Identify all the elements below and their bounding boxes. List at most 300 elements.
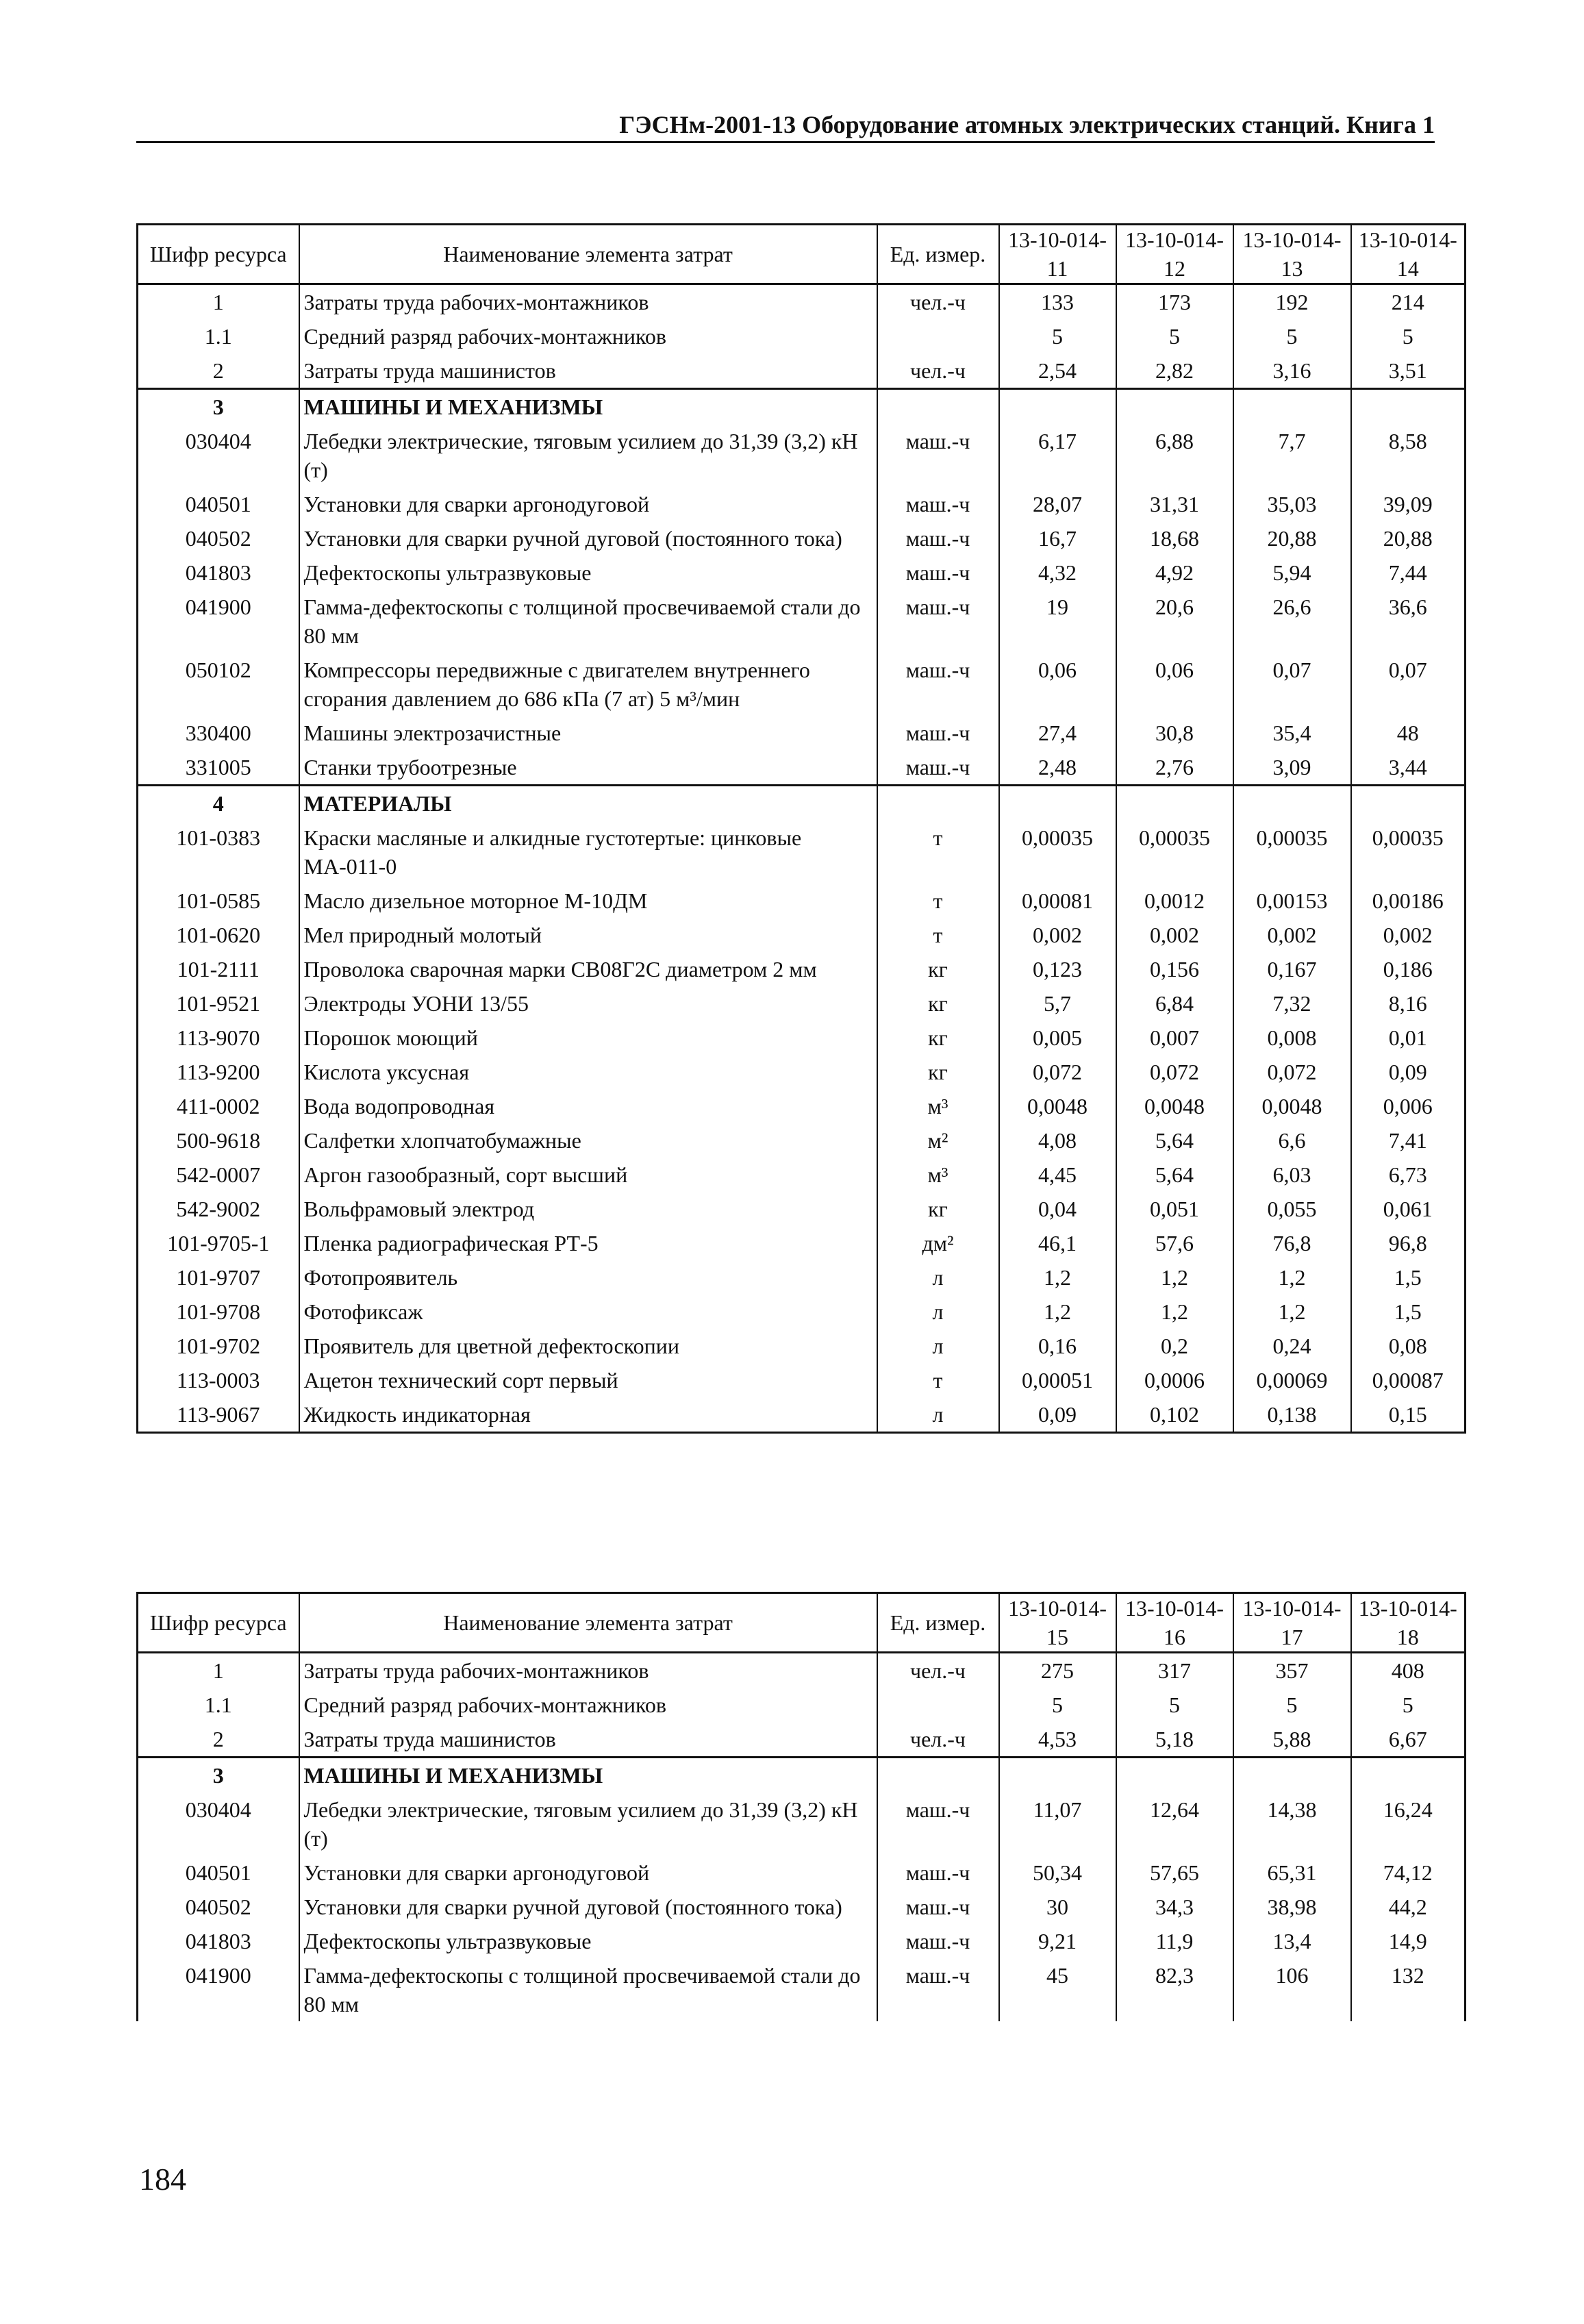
resource-code: 1.1 <box>138 1688 299 1722</box>
value-cell: 45 <box>999 1958 1116 2021</box>
resource-table-2 <box>136 1592 1466 2021</box>
unit: т <box>877 884 999 918</box>
table-row <box>138 1958 1466 2021</box>
value-cell: 5 <box>1116 1688 1233 1722</box>
header-norm-code: 13-10-014-16 <box>1116 1593 1233 1653</box>
resource-name: Машины электрозачистные <box>299 716 877 750</box>
value-cell <box>999 1758 1116 1793</box>
resource-code: 101-0383 <box>138 821 299 884</box>
value-cell: 0,0048 <box>1116 1089 1233 1123</box>
value-cell: 8,58 <box>1351 424 1466 487</box>
value-cell: 2,54 <box>999 353 1116 389</box>
value-cell: 0,051 <box>1116 1192 1233 1226</box>
value-cell: 133 <box>999 284 1116 320</box>
section-title: МАШИНЫ И МЕХАНИЗМЫ <box>299 389 877 425</box>
header-code: Шифр ресурса <box>138 225 299 284</box>
value-cell: 1,5 <box>1351 1295 1466 1329</box>
resource-code: 2 <box>138 1722 299 1758</box>
resource-code: 040501 <box>138 1856 299 1890</box>
value-cell: 6,67 <box>1351 1722 1466 1758</box>
value-cell: 1,2 <box>1233 1295 1351 1329</box>
value-cell: 35,03 <box>1233 487 1351 521</box>
unit: кг <box>877 952 999 986</box>
value-cell: 6,84 <box>1116 986 1233 1021</box>
resource-code: 030404 <box>138 424 299 487</box>
unit: м³ <box>877 1158 999 1192</box>
unit: маш.-ч <box>877 750 999 786</box>
value-cell: 173 <box>1116 284 1233 320</box>
value-cell: 408 <box>1351 1653 1466 1688</box>
resource-name: Аргон газообразный, сорт высший <box>299 1158 877 1192</box>
value-cell: 1,2 <box>999 1260 1116 1295</box>
value-cell: 3,16 <box>1233 353 1351 389</box>
table-row <box>138 750 1466 786</box>
value-cell: 3,09 <box>1233 750 1351 786</box>
header-norm-code: 13-10-014-12 <box>1116 225 1233 284</box>
value-cell: 34,3 <box>1116 1890 1233 1924</box>
table-row <box>138 319 1466 353</box>
value-cell: 46,1 <box>999 1226 1116 1260</box>
resource-code: 101-9708 <box>138 1295 299 1329</box>
value-cell <box>999 786 1116 821</box>
value-cell: 0,0006 <box>1116 1363 1233 1397</box>
value-cell: 11,07 <box>999 1792 1116 1856</box>
resource-name: Мел природный молотый <box>299 918 877 952</box>
resource-code: 500-9618 <box>138 1123 299 1158</box>
section-title: МАШИНЫ И МЕХАНИЗМЫ <box>299 1758 877 1793</box>
value-cell: 9,21 <box>999 1924 1116 1958</box>
table-row <box>138 884 1466 918</box>
resource-code: 113-9070 <box>138 1021 299 1055</box>
resource-code: 113-0003 <box>138 1363 299 1397</box>
header-name: Наименование элемента затрат <box>299 225 877 284</box>
unit: т <box>877 821 999 884</box>
resource-name: Краски масляные и алкидные густотертые: цинковые МА-011-0 <box>299 821 877 884</box>
resource-name: Пленка радиографическая РТ-5 <box>299 1226 877 1260</box>
header-row <box>138 1593 1466 1653</box>
header-norm-code: 13-10-014-11 <box>999 225 1116 284</box>
table-row <box>138 716 1466 750</box>
value-cell: 0,00087 <box>1351 1363 1466 1397</box>
resource-code: 113-9067 <box>138 1397 299 1433</box>
value-cell: 5,94 <box>1233 555 1351 590</box>
value-cell <box>1351 389 1466 425</box>
resource-code: 101-0585 <box>138 884 299 918</box>
table-row <box>138 1055 1466 1089</box>
value-cell: 6,6 <box>1233 1123 1351 1158</box>
resource-name: Дефектоскопы ультразвуковые <box>299 555 877 590</box>
unit: кг <box>877 1192 999 1226</box>
header-unit: Ед. измер. <box>877 1593 999 1653</box>
value-cell: 36,6 <box>1351 590 1466 653</box>
resource-name: Затраты труда рабочих-монтажников <box>299 284 877 320</box>
value-cell: 11,9 <box>1116 1924 1233 1958</box>
unit: маш.-ч <box>877 716 999 750</box>
section-title: МАТЕРИАЛЫ <box>299 786 877 821</box>
unit: т <box>877 1363 999 1397</box>
value-cell: 357 <box>1233 1653 1351 1688</box>
value-cell: 4,92 <box>1116 555 1233 590</box>
unit: м³ <box>877 1089 999 1123</box>
table-row <box>138 1363 1466 1397</box>
table-row <box>138 986 1466 1021</box>
value-cell: 0,00035 <box>1351 821 1466 884</box>
resource-name: Станки трубоотрезные <box>299 750 877 786</box>
unit: кг <box>877 1021 999 1055</box>
unit: чел.-ч <box>877 284 999 320</box>
value-cell <box>1116 1758 1233 1793</box>
resource-name: Салфетки хлопчатобумажные <box>299 1123 877 1158</box>
value-cell: 132 <box>1351 1958 1466 2021</box>
resource-name: Средний разряд рабочих-монтажников <box>299 1688 877 1722</box>
value-cell: 38,98 <box>1233 1890 1351 1924</box>
value-cell: 0,002 <box>1233 918 1351 952</box>
value-cell: 0,07 <box>1233 653 1351 716</box>
value-cell: 3,51 <box>1351 353 1466 389</box>
resource-code: 542-0007 <box>138 1158 299 1192</box>
value-cell: 0,00035 <box>999 821 1116 884</box>
value-cell: 0,00035 <box>1116 821 1233 884</box>
value-cell: 0,24 <box>1233 1329 1351 1363</box>
value-cell: 5,64 <box>1116 1158 1233 1192</box>
value-cell: 7,41 <box>1351 1123 1466 1158</box>
value-cell: 0,00035 <box>1233 821 1351 884</box>
value-cell: 0,00069 <box>1233 1363 1351 1397</box>
resource-code: 040502 <box>138 1890 299 1924</box>
resource-name: Электроды УОНИ 13/55 <box>299 986 877 1021</box>
section-row <box>138 389 1466 425</box>
value-cell: 0,07 <box>1351 653 1466 716</box>
table-row <box>138 952 1466 986</box>
unit <box>877 319 999 353</box>
unit: кг <box>877 1055 999 1089</box>
value-cell <box>1233 1758 1351 1793</box>
resource-name: Установки для сварки ручной дуговой (постоянного тока) <box>299 521 877 555</box>
value-cell: 0,006 <box>1351 1089 1466 1123</box>
value-cell <box>999 389 1116 425</box>
resource-code: 113-9200 <box>138 1055 299 1089</box>
value-cell: 57,6 <box>1116 1226 1233 1260</box>
unit: маш.-ч <box>877 1924 999 1958</box>
value-cell: 96,8 <box>1351 1226 1466 1260</box>
table-row <box>138 1890 1466 1924</box>
value-cell: 5 <box>1116 319 1233 353</box>
resource-name: Вольфрамовый электрод <box>299 1192 877 1226</box>
value-cell <box>1233 786 1351 821</box>
table-row <box>138 521 1466 555</box>
unit <box>877 1688 999 1722</box>
value-cell: 0,072 <box>1116 1055 1233 1089</box>
header-name: Наименование элемента затрат <box>299 1593 877 1653</box>
value-cell: 14,9 <box>1351 1924 1466 1958</box>
value-cell: 5 <box>1351 319 1466 353</box>
resource-name: Гамма-дефектоскопы с толщиной просвечиваемой стали до 80 мм <box>299 1958 877 2021</box>
table-row <box>138 1021 1466 1055</box>
resource-code: 101-0620 <box>138 918 299 952</box>
value-cell: 50,34 <box>999 1856 1116 1890</box>
value-cell: 39,09 <box>1351 487 1466 521</box>
value-cell: 5 <box>999 319 1116 353</box>
unit: дм² <box>877 1226 999 1260</box>
value-cell: 0,09 <box>1351 1055 1466 1089</box>
value-cell: 4,08 <box>999 1123 1116 1158</box>
unit: маш.-ч <box>877 1792 999 1856</box>
value-cell: 1,2 <box>1116 1295 1233 1329</box>
unit: т <box>877 918 999 952</box>
table-row <box>138 1722 1466 1758</box>
header-norm-code: 13-10-014-13 <box>1233 225 1351 284</box>
resource-name: Затраты труда машинистов <box>299 353 877 389</box>
value-cell: 0,01 <box>1351 1021 1466 1055</box>
resource-code: 542-9002 <box>138 1192 299 1226</box>
value-cell: 0,123 <box>999 952 1116 986</box>
unit: маш.-ч <box>877 1890 999 1924</box>
value-cell: 0,072 <box>1233 1055 1351 1089</box>
value-cell: 0,138 <box>1233 1397 1351 1433</box>
value-cell: 1,2 <box>999 1295 1116 1329</box>
value-cell: 0,005 <box>999 1021 1116 1055</box>
value-cell: 27,4 <box>999 716 1116 750</box>
resource-name: Компрессоры передвижные с двигателем внутреннего сгорания давлением до 686 кПа (7 ат) 5 м³/мин <box>299 653 877 716</box>
resource-code: 040502 <box>138 521 299 555</box>
table-row <box>138 1123 1466 1158</box>
page-number: 184 <box>139 2162 186 2197</box>
value-cell: 0,06 <box>999 653 1116 716</box>
header-code: Шифр ресурса <box>138 1593 299 1653</box>
resource-code: 101-9705-1 <box>138 1226 299 1260</box>
table-row <box>138 1792 1466 1856</box>
unit: чел.-ч <box>877 1653 999 1688</box>
value-cell: 214 <box>1351 284 1466 320</box>
unit: маш.-ч <box>877 487 999 521</box>
value-cell: 0,09 <box>999 1397 1116 1433</box>
value-cell: 44,2 <box>1351 1890 1466 1924</box>
value-cell: 3,44 <box>1351 750 1466 786</box>
resource-code: 2 <box>138 353 299 389</box>
value-cell: 31,31 <box>1116 487 1233 521</box>
value-cell <box>1233 389 1351 425</box>
resource-name: Фотофиксаж <box>299 1295 877 1329</box>
value-cell: 0,2 <box>1116 1329 1233 1363</box>
value-cell: 0,15 <box>1351 1397 1466 1433</box>
table-row <box>138 1158 1466 1192</box>
unit <box>877 1758 999 1793</box>
table-row <box>138 1329 1466 1363</box>
table-row <box>138 1192 1466 1226</box>
header-row <box>138 225 1466 284</box>
table-row <box>138 1226 1466 1260</box>
unit: маш.-ч <box>877 1958 999 2021</box>
value-cell: 35,4 <box>1233 716 1351 750</box>
unit: л <box>877 1329 999 1363</box>
value-cell: 12,64 <box>1116 1792 1233 1856</box>
table-row <box>138 1295 1466 1329</box>
resource-code: 4 <box>138 786 299 821</box>
resource-code: 1 <box>138 284 299 320</box>
resource-name: Масло дизельное моторное М-10ДМ <box>299 884 877 918</box>
value-cell <box>1116 786 1233 821</box>
value-cell <box>1116 389 1233 425</box>
table-row <box>138 918 1466 952</box>
header-norm-code: 13-10-014-15 <box>999 1593 1116 1653</box>
resource-name: Установки для сварки аргонодуговой <box>299 487 877 521</box>
section-row <box>138 786 1466 821</box>
table-row <box>138 590 1466 653</box>
value-cell: 1,2 <box>1116 1260 1233 1295</box>
resource-table-1 <box>136 223 1466 1434</box>
value-cell: 192 <box>1233 284 1351 320</box>
value-cell: 0,08 <box>1351 1329 1466 1363</box>
table-row <box>138 284 1466 320</box>
table-row <box>138 1924 1466 1958</box>
section-row <box>138 1758 1466 1793</box>
value-cell: 0,002 <box>999 918 1116 952</box>
value-cell: 0,00153 <box>1233 884 1351 918</box>
value-cell: 0,0048 <box>999 1089 1116 1123</box>
value-cell: 76,8 <box>1233 1226 1351 1260</box>
value-cell: 275 <box>999 1653 1116 1688</box>
resource-code: 041803 <box>138 1924 299 1958</box>
resource-name: Вода водопроводная <box>299 1089 877 1123</box>
resource-code: 030404 <box>138 1792 299 1856</box>
resource-name: Проволока сварочная марки СВ08Г2С диаметром 2 мм <box>299 952 877 986</box>
header-norm-code: 13-10-014-14 <box>1351 225 1466 284</box>
value-cell: 7,32 <box>1233 986 1351 1021</box>
value-cell: 0,055 <box>1233 1192 1351 1226</box>
value-cell: 19 <box>999 590 1116 653</box>
value-cell: 6,88 <box>1116 424 1233 487</box>
value-cell <box>1351 1758 1466 1793</box>
value-cell: 5,7 <box>999 986 1116 1021</box>
value-cell: 82,3 <box>1116 1958 1233 2021</box>
value-cell: 6,17 <box>999 424 1116 487</box>
resource-name: Жидкость индикаторная <box>299 1397 877 1433</box>
value-cell: 0,002 <box>1116 918 1233 952</box>
resource-code: 411-0002 <box>138 1089 299 1123</box>
resource-name: Гамма-дефектоскопы с толщиной просвечиваемой стали до 80 мм <box>299 590 877 653</box>
value-cell: 20,88 <box>1351 521 1466 555</box>
resource-name: Фотопроявитель <box>299 1260 877 1295</box>
value-cell: 6,03 <box>1233 1158 1351 1192</box>
running-header: ГЭСНм-2001-13 Оборудование атомных электрических станций. Книга 1 <box>136 110 1435 143</box>
unit: кг <box>877 986 999 1021</box>
value-cell: 48 <box>1351 716 1466 750</box>
table-row <box>138 1397 1466 1433</box>
value-cell: 8,16 <box>1351 986 1466 1021</box>
unit: чел.-ч <box>877 353 999 389</box>
resource-code: 041803 <box>138 555 299 590</box>
value-cell: 0,102 <box>1116 1397 1233 1433</box>
resource-code: 101-9521 <box>138 986 299 1021</box>
value-cell: 18,68 <box>1116 521 1233 555</box>
resource-name: Порошок моющий <box>299 1021 877 1055</box>
value-cell: 5 <box>1233 319 1351 353</box>
value-cell: 0,186 <box>1351 952 1466 986</box>
table-row <box>138 821 1466 884</box>
table-row <box>138 653 1466 716</box>
resource-name: Проявитель для цветной дефектоскопии <box>299 1329 877 1363</box>
unit: л <box>877 1260 999 1295</box>
unit: л <box>877 1295 999 1329</box>
resource-name: Дефектоскопы ультразвуковые <box>299 1924 877 1958</box>
unit: чел.-ч <box>877 1722 999 1758</box>
value-cell: 74,12 <box>1351 1856 1466 1890</box>
resource-name: Лебедки электрические, тяговым усилием до 31,39 (3,2) кН (т) <box>299 424 877 487</box>
value-cell: 30,8 <box>1116 716 1233 750</box>
value-cell: 5,88 <box>1233 1722 1351 1758</box>
resource-name: Установки для сварки аргонодуговой <box>299 1856 877 1890</box>
table-row <box>138 1260 1466 1295</box>
resource-code: 3 <box>138 1758 299 1793</box>
header-norm-code: 13-10-014-18 <box>1351 1593 1466 1653</box>
value-cell: 5,18 <box>1116 1722 1233 1758</box>
value-cell: 65,31 <box>1233 1856 1351 1890</box>
resource-code: 040501 <box>138 487 299 521</box>
table-row <box>138 1089 1466 1123</box>
resource-name: Ацетон технический сорт первый <box>299 1363 877 1397</box>
resource-name: Затраты труда рабочих-монтажников <box>299 1653 877 1688</box>
header-norm-code: 13-10-014-17 <box>1233 1593 1351 1653</box>
value-cell: 16,7 <box>999 521 1116 555</box>
unit: маш.-ч <box>877 424 999 487</box>
value-cell: 5 <box>1351 1688 1466 1722</box>
value-cell: 0,16 <box>999 1329 1116 1363</box>
value-cell: 2,76 <box>1116 750 1233 786</box>
value-cell: 0,008 <box>1233 1021 1351 1055</box>
value-cell: 0,0012 <box>1116 884 1233 918</box>
unit: маш.-ч <box>877 1856 999 1890</box>
resource-code: 041900 <box>138 590 299 653</box>
resource-name: Затраты труда машинистов <box>299 1722 877 1758</box>
unit <box>877 786 999 821</box>
table-row <box>138 487 1466 521</box>
value-cell: 30 <box>999 1890 1116 1924</box>
value-cell: 2,82 <box>1116 353 1233 389</box>
value-cell: 16,24 <box>1351 1792 1466 1856</box>
value-cell: 317 <box>1116 1653 1233 1688</box>
header-unit: Ед. измер. <box>877 225 999 284</box>
unit: маш.-ч <box>877 555 999 590</box>
value-cell: 7,44 <box>1351 555 1466 590</box>
resource-name: Средний разряд рабочих-монтажников <box>299 319 877 353</box>
value-cell: 28,07 <box>999 487 1116 521</box>
value-cell: 0,156 <box>1116 952 1233 986</box>
resource-code: 101-2111 <box>138 952 299 986</box>
table-row <box>138 1856 1466 1890</box>
unit: маш.-ч <box>877 521 999 555</box>
value-cell: 0,0048 <box>1233 1089 1351 1123</box>
unit: м² <box>877 1123 999 1158</box>
value-cell: 26,6 <box>1233 590 1351 653</box>
resource-code: 1.1 <box>138 319 299 353</box>
value-cell: 0,00051 <box>999 1363 1116 1397</box>
resource-name: Лебедки электрические, тяговым усилием до 31,39 (3,2) кН (т) <box>299 1792 877 1856</box>
resource-code: 3 <box>138 389 299 425</box>
value-cell: 0,167 <box>1233 952 1351 986</box>
value-cell: 4,53 <box>999 1722 1116 1758</box>
value-cell: 1,2 <box>1233 1260 1351 1295</box>
value-cell: 57,65 <box>1116 1856 1233 1890</box>
value-cell: 5 <box>1233 1688 1351 1722</box>
value-cell: 0,002 <box>1351 918 1466 952</box>
table-row <box>138 424 1466 487</box>
value-cell: 5,64 <box>1116 1123 1233 1158</box>
value-cell: 0,072 <box>999 1055 1116 1089</box>
value-cell: 5 <box>999 1688 1116 1722</box>
value-cell: 0,00081 <box>999 884 1116 918</box>
resource-code: 1 <box>138 1653 299 1688</box>
table-row <box>138 1653 1466 1688</box>
